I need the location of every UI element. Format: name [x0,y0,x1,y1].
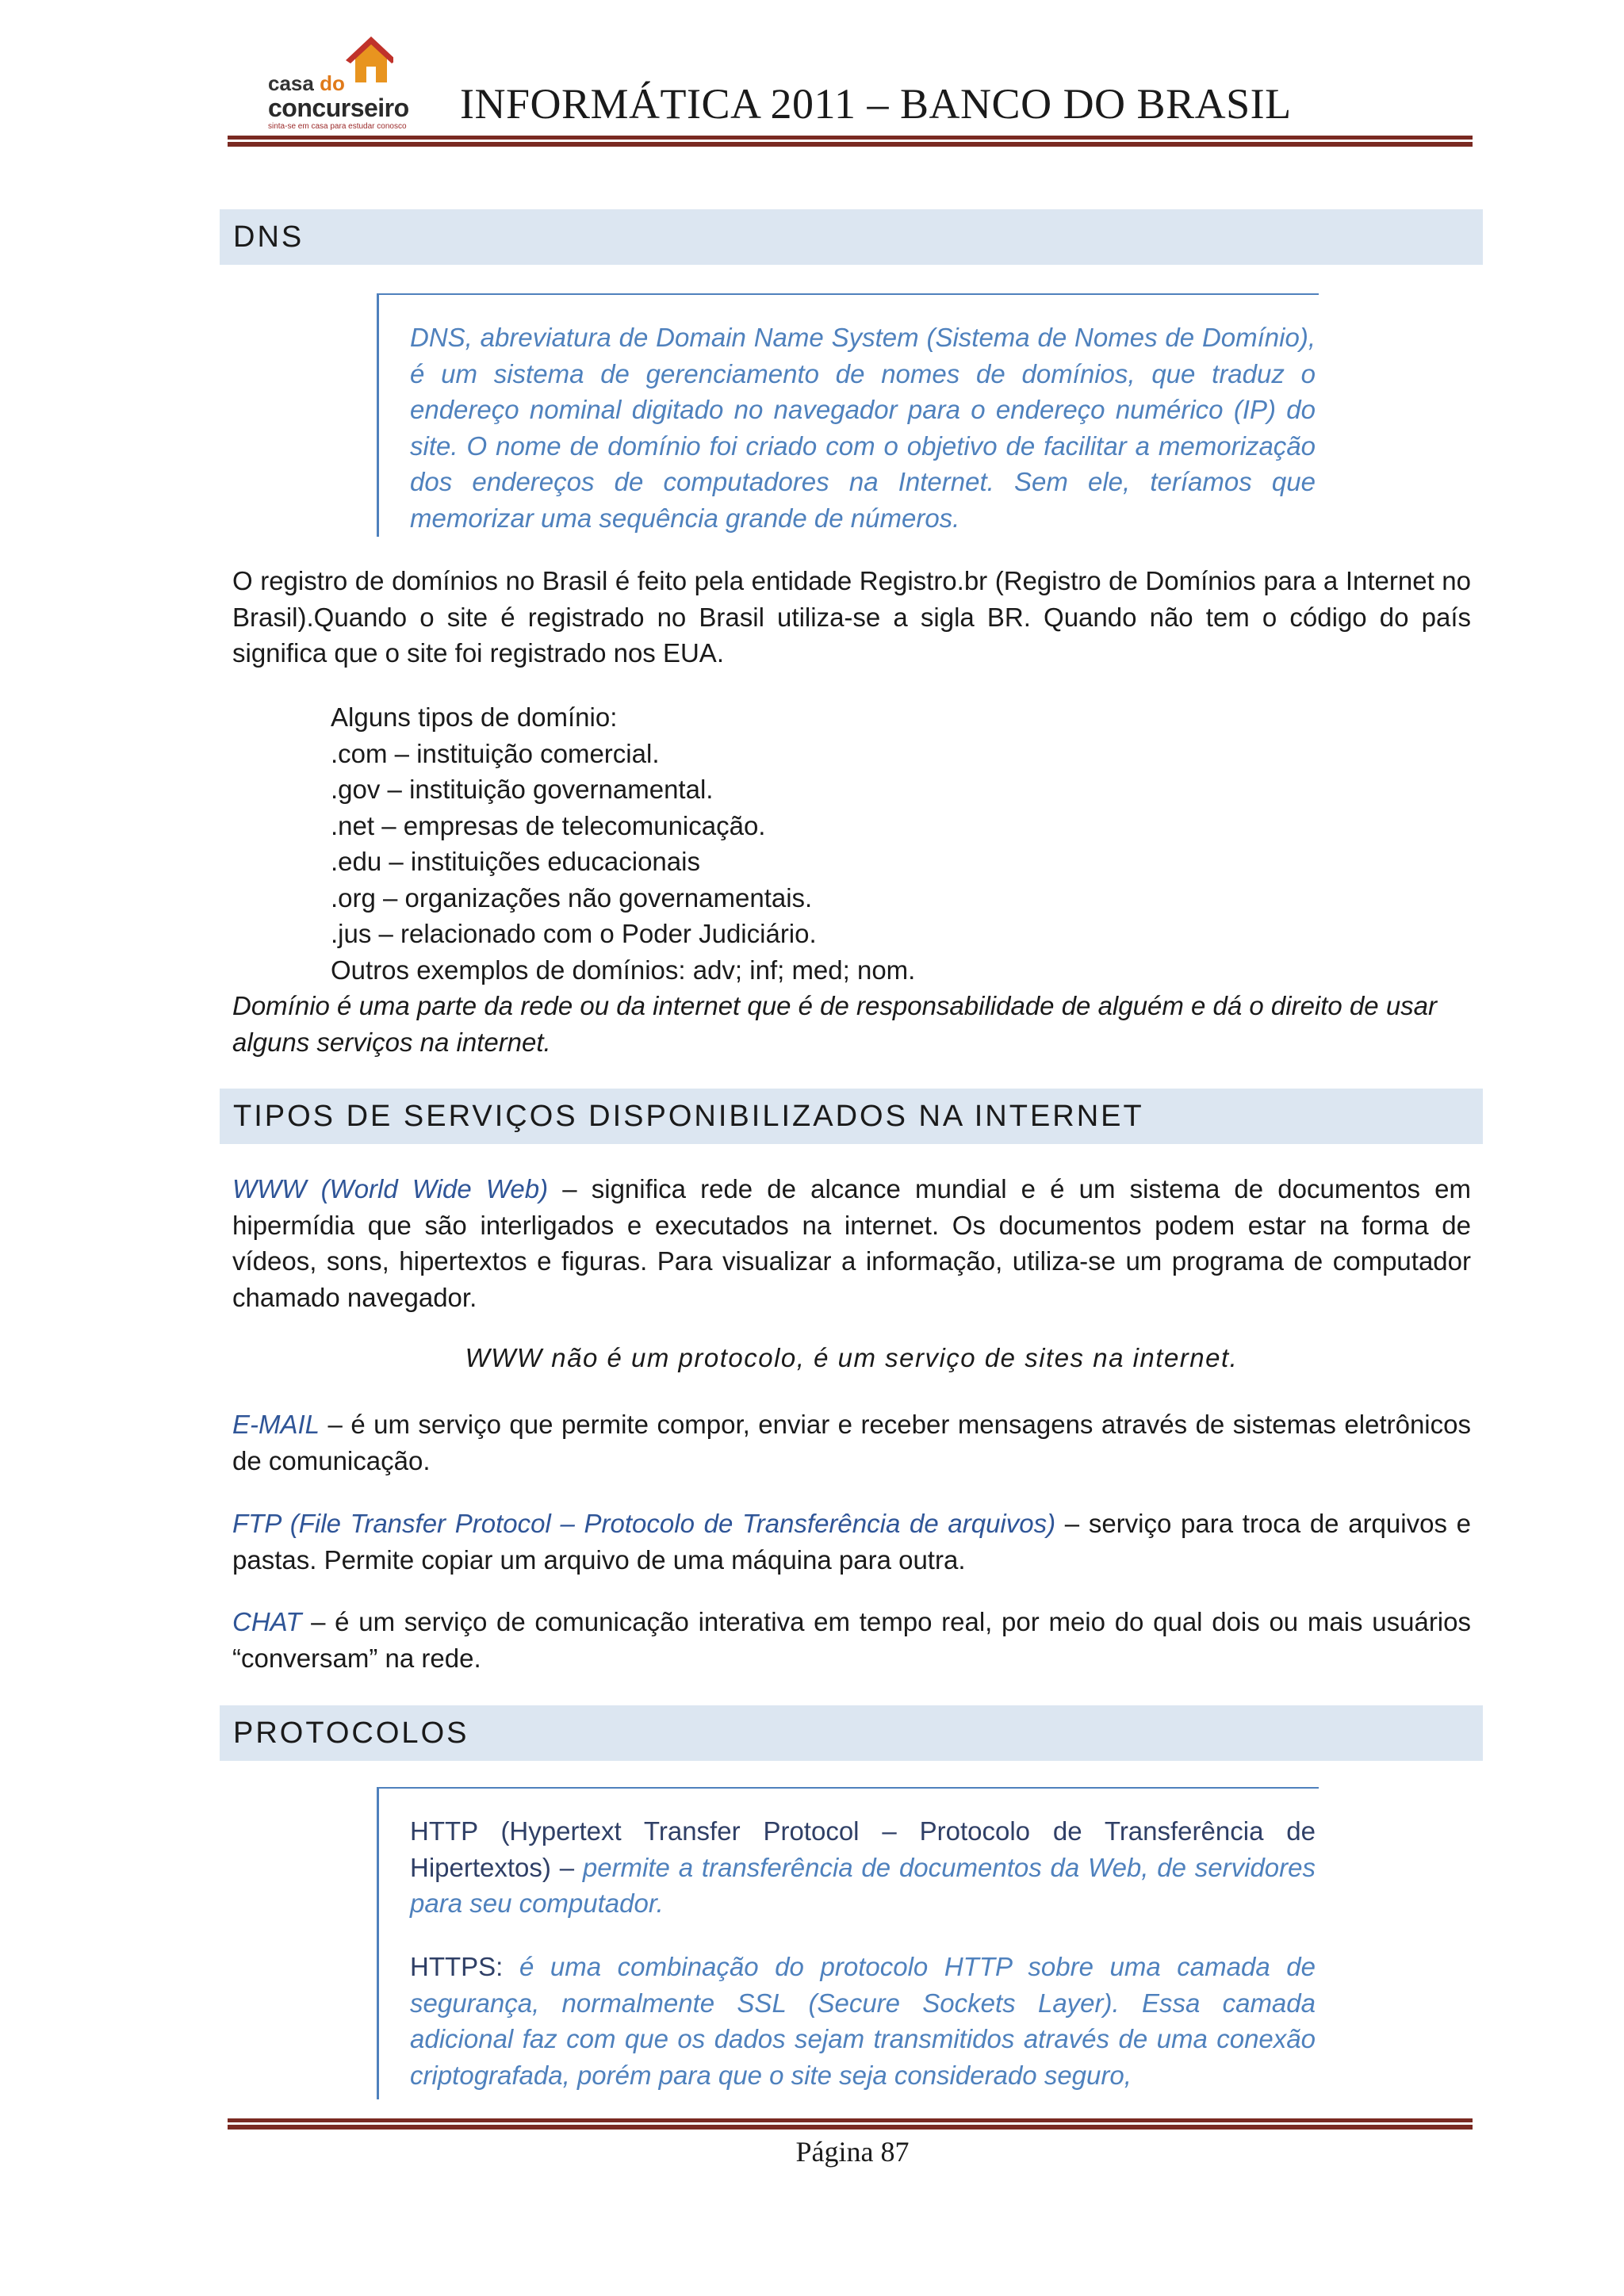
email-term: E-MAIL [232,1410,320,1439]
ftp-paragraph [232,1506,1471,1578]
section-header-protocols [220,1705,1483,1761]
domain-definition: Domínio é uma parte da rede ou da internet que é de responsabilidade de alguém e dá o direito de usar alguns serviços na internet. [232,991,1438,1057]
section-title: DNS [233,220,304,254]
section-header-services [220,1089,1483,1144]
logo [268,35,411,131]
www-term: WWW (World Wide Web) [232,1174,549,1203]
list-item: .com – instituição comercial. [331,738,660,768]
header-rule-thick [228,142,1473,147]
chat-paragraph [232,1604,1471,1676]
chat-text: – é um serviço de comunicação interativa em tempo real, por meio do qual dois ou mais usuários “conversam” na rede. [232,1607,1471,1673]
logo-text-casa: casa [268,71,320,95]
www-paragraph [232,1171,1471,1315]
list-item: .jus – relacionado com o Poder Judiciário. [331,919,817,948]
dns-quote-box [377,293,1319,537]
www-note: WWW não é um protocolo, é um serviço de sites na internet. [465,1343,1239,1372]
ftp-text: – serviço para troca de arquivos e pastas. Permite copiar um arquivo de uma máquina para outra. [232,1509,1471,1575]
list-item: .net – empresas de telecomunicação. [331,810,766,840]
dns-quote-text: DNS, abreviatura de Domain Name System (Sistema de Nomes de Domínio), é um sistema de gerenciamento de nomes de domínios, que traduz o endereço nominal digitado no navegador para o endereço numérico (IP) do site. O nome de domínio foi criado com o objetivo de facilitar a memorização dos endereços de computadores na Internet. Sem ele, teríamos que memorizar uma sequência grande de números. [410,323,1316,533]
section-title: TIPOS DE SERVIÇOS DISPONIBILIZADOS NA INTERNET [233,1099,1144,1133]
list-item: .org – organizações não governamentais. [331,882,813,913]
email-text: – é um serviço que permite compor, enviar e receber mensagens através de sistemas eletrônicos de comunicação. [232,1410,1471,1475]
list-item: .gov – instituição governamental. [331,775,714,804]
list-item: Outros exemplos de domínios: adv; inf; med; nom. [331,955,916,985]
https-quote [410,1949,1316,2093]
list-item: .edu – instituições educacionais [331,847,700,876]
http-text: permite a transferência de documentos da Web, de servidores para seu computador. [410,1852,1316,1918]
domain-types-list [331,699,915,988]
https-term: HTTPS: [410,1952,519,1981]
section-header-dns [220,209,1483,265]
chat-term: CHAT [232,1607,302,1636]
ftp-term: FTP (File Transfer Protocol – Protocolo de Transferência de arquivos) [232,1509,1056,1538]
https-text: é uma combinação do protocolo HTTP sobre uma camada de segurança, normalmente SSL (Secure Sockets Layer). Essa camada adicional faz com que os dados sejam transmitidos através de uma conexão criptografada, porém para que o site seja considerado seguro, [410,1952,1316,2090]
email-paragraph [232,1406,1471,1479]
page-header-title: INFORMÁTICA 2011 – BANCO DO BRASIL [460,80,1292,128]
section-title: PROTOCOLOS [233,1716,469,1750]
list-item: Alguns tipos de domínio: [331,702,618,732]
footer-rule-thick [228,2125,1473,2130]
logo-text-concurseiro: concurseiro [268,94,409,122]
dns-registry-paragraph: O registro de domínios no Brasil é feito pela entidade Registro.br (Registro de Domínios para a Internet no Brasil).Quando o site é registrado no Brasil utiliza-se a sigla BR. Quando não tem o código do país significa que o site foi registrado nos EUA. [232,566,1471,668]
www-text: – significa rede de alcance mundial e é um sistema de documentos em hipermídia que são interligados e executados na internet. Os documentos podem estar na forma de vídeos, sons, hipertextos e figuras. Para visualizar a informação, utiliza-se um programa de computador chamado navegador. [232,1174,1472,1312]
http-term: HTTP (Hypertext Transfer Protocol – Protocolo de Transferência de Hipertextos) – [410,1816,1316,1882]
protocols-quote-box [377,1787,1319,2099]
page-number: Página 87 [795,2136,910,2168]
logo-tagline: sinta-se em casa para estudar conosco [268,122,407,131]
footer-rule [228,2118,1473,2122]
logo-text-do: do [320,71,345,95]
header-rule [228,136,1473,140]
http-quote [410,1813,1316,1922]
